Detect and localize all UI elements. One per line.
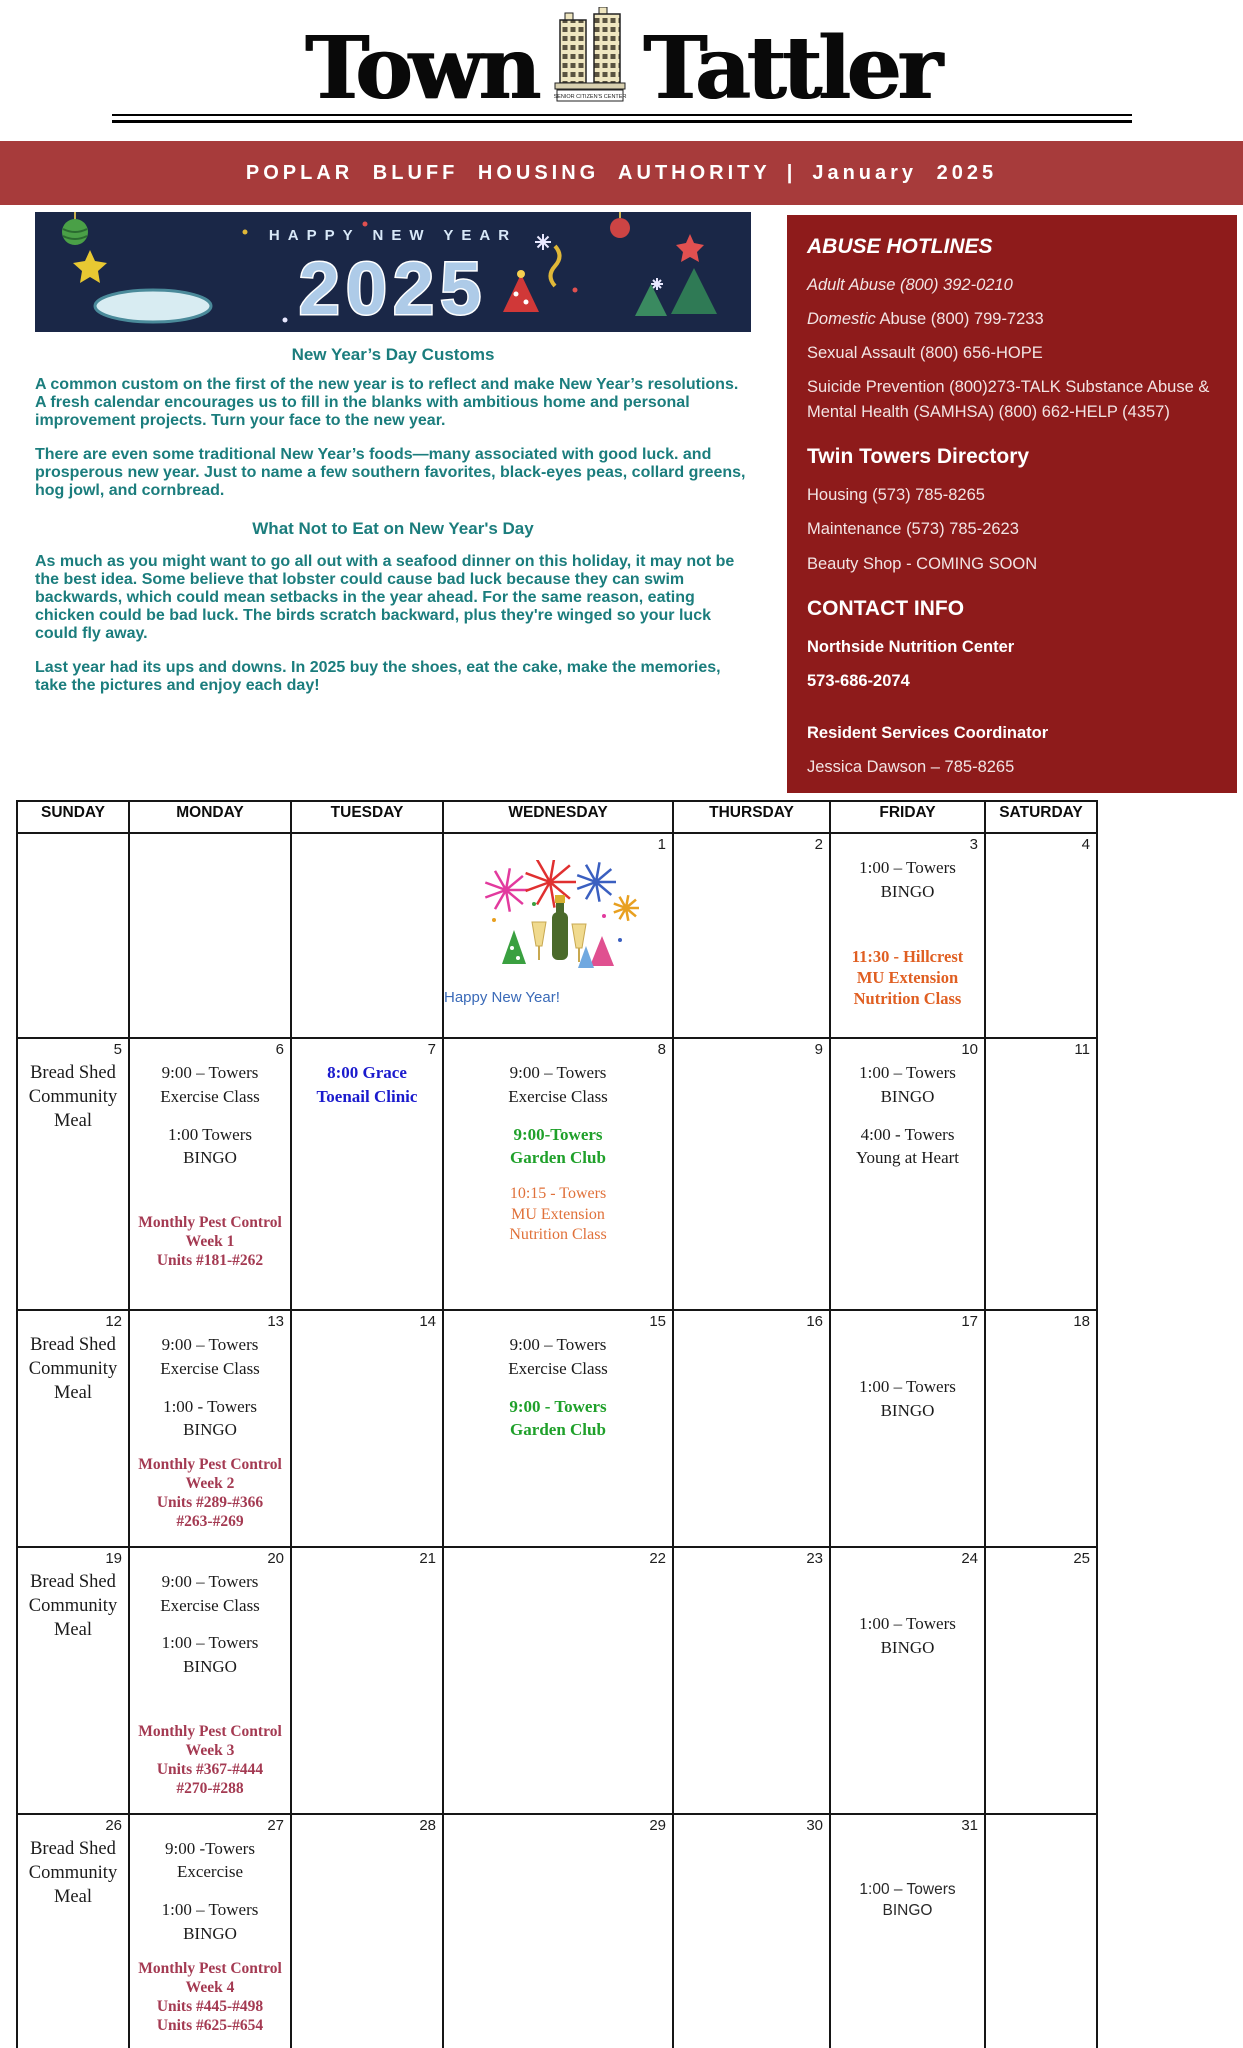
day-header-thursday: THURSDAY bbox=[673, 801, 830, 833]
date-number: 4 bbox=[1081, 836, 1090, 853]
calendar-event: 9:00 - Towers Garden Club bbox=[509, 1396, 607, 1440]
date-number: 6 bbox=[275, 1041, 284, 1058]
calendar-event: Bread Shed Community Meal bbox=[28, 1838, 118, 1907]
calendar-event: Bread Shed Community Meal bbox=[28, 1335, 118, 1404]
sidebar-line: Housing (573) 785-8265 bbox=[807, 486, 985, 505]
calendar-cell-21 bbox=[291, 1547, 443, 1814]
calendar-cell-24 bbox=[830, 1547, 985, 1814]
date-number: 20 bbox=[267, 1549, 284, 1567]
calendar-event: Monthly Pest Control Week 2 Units #289-#366 #263-#269 bbox=[138, 1456, 282, 1530]
calendar-cell-17 bbox=[830, 1310, 985, 1547]
calendar-event: 1:00 – Towers BINGO bbox=[859, 1063, 956, 1106]
sidebar-line: Resident Services Coordinator bbox=[807, 723, 1049, 742]
calendar-cell-3 bbox=[830, 833, 985, 1038]
date-number: 16 bbox=[806, 1313, 823, 1330]
day-header-wednesday: WEDNESDAY bbox=[443, 801, 673, 833]
calendar-event: 9:00 – Towers Exercise Class bbox=[160, 1335, 260, 1378]
calendar-cell-12 bbox=[17, 1310, 129, 1547]
article-column bbox=[35, 212, 751, 711]
sidebar-line: Sexual Assault (800) 656-HOPE bbox=[807, 344, 1043, 363]
calendar-cell-23 bbox=[673, 1547, 830, 1814]
date-number bbox=[292, 834, 442, 856]
calendar-event: 9:00 – Towers Exercise Class bbox=[508, 1335, 608, 1378]
calendar-cell-18 bbox=[985, 1310, 1097, 1547]
calendar-cell-26 bbox=[17, 1814, 129, 2048]
calendar-cell-5 bbox=[17, 1038, 129, 1310]
date-number: 24 bbox=[961, 1549, 978, 1567]
calendar-event: 9:00-Towers Garden Club bbox=[510, 1124, 606, 1168]
calendar-cell-empty bbox=[291, 833, 443, 1038]
sidebar-section-title: CONTACT INFO bbox=[807, 596, 965, 620]
hero-title-text: HAPPY NEW YEAR bbox=[268, 227, 518, 244]
date-number: 26 bbox=[105, 1816, 122, 1834]
sidebar-line: Maintenance (573) 785-2623 bbox=[807, 520, 1019, 539]
calendar-cell-19 bbox=[17, 1547, 129, 1814]
sidebar-line: 573-686-2074 bbox=[807, 671, 910, 690]
date-number: 28 bbox=[419, 1816, 436, 1834]
calendar-event: 1:00 Towers BINGO bbox=[168, 1124, 252, 1168]
calendar-event: 8:00 Grace Toenail Clinic bbox=[316, 1063, 418, 1106]
date-number: 9 bbox=[814, 1041, 823, 1058]
day-header-saturday: SATURDAY bbox=[985, 801, 1097, 833]
sidebar-line: Beauty Shop - COMING SOON bbox=[807, 554, 1038, 573]
date-number bbox=[986, 1815, 1096, 1837]
sidebar-line: Adult Abuse (800) 392-0210 bbox=[807, 276, 1013, 294]
calendar-event: 1:00 - Towers BINGO bbox=[163, 1396, 257, 1440]
calendar-event: 1:00 – Towers BINGO bbox=[161, 1633, 259, 1677]
masthead-logo bbox=[0, 6, 1243, 119]
calendar bbox=[16, 800, 1098, 2048]
day-header-sunday: SUNDAY bbox=[17, 801, 129, 833]
sidebar-section bbox=[807, 445, 1217, 576]
masthead bbox=[0, 6, 1243, 123]
calendar-cell-20 bbox=[129, 1547, 291, 1814]
calendar-event: 9:00 – Towers Exercise Class bbox=[160, 1571, 260, 1615]
date-number bbox=[18, 834, 128, 856]
date-number: 5 bbox=[113, 1041, 122, 1058]
calendar-event: 1:00 – Towers BINGO bbox=[161, 1900, 259, 1944]
date-number: 8 bbox=[657, 1041, 666, 1058]
day-header-friday: FRIDAY bbox=[830, 801, 985, 833]
date-number: 18 bbox=[1073, 1313, 1090, 1330]
calendar-event: 10:15 - Towers MU Extension Nutrition Class bbox=[509, 1185, 607, 1244]
date-number: 15 bbox=[649, 1313, 666, 1330]
sidebar-section bbox=[807, 235, 1217, 425]
calendar-cell-30 bbox=[673, 1814, 830, 2048]
date-number: 29 bbox=[649, 1816, 666, 1834]
sidebar-section-title: Twin Towers Directory bbox=[807, 445, 1030, 469]
article-paragraph: Last year had its ups and downs. In 2025 buy the shoes, eat the cake, make the memories, take the pictures and enjoy each day! bbox=[35, 658, 721, 694]
calendar-cell-27 bbox=[129, 1814, 291, 2048]
calendar-cell-25 bbox=[985, 1547, 1097, 1814]
sidebar-line: Suicide Prevention (800)273-TALK Substance Abuse & Mental Health (SAMHSA) (800) 662-HELP (4357) bbox=[807, 378, 1210, 422]
date-number: 1 bbox=[657, 836, 666, 853]
date-number: 25 bbox=[1073, 1549, 1090, 1567]
banner-issue-date: January 2025 bbox=[812, 161, 998, 184]
calendar-cell-empty bbox=[129, 833, 291, 1038]
date-number: 31 bbox=[961, 1816, 978, 1834]
calendar-event: 9:00 – Towers Exercise Class bbox=[160, 1063, 260, 1106]
calendar-event: 1:00 – Towers BINGO bbox=[859, 1880, 956, 1920]
sidebar-spacer bbox=[807, 703, 1217, 721]
date-number: 14 bbox=[419, 1313, 436, 1330]
article-subheading: What Not to Eat on New Year's Day bbox=[252, 519, 534, 539]
happy-new-year-hero-image bbox=[35, 212, 751, 332]
party-image bbox=[444, 856, 672, 987]
masthead-title-left: Town bbox=[304, 17, 537, 119]
calendar-cell-15 bbox=[443, 1310, 673, 1547]
calendar-cell-28 bbox=[291, 1814, 443, 2048]
date-number: 30 bbox=[806, 1816, 823, 1834]
sidebar-line: Northside Nutrition Center bbox=[807, 637, 1015, 656]
calendar-event: Monthly Pest Control Week 1 Units #181-#262 bbox=[138, 1214, 282, 1269]
date-number: 22 bbox=[649, 1549, 666, 1567]
sidebar-section bbox=[807, 597, 1217, 780]
article-paragraph: As much as you might want to go all out with a seafood dinner on this holiday, it may not be the best idea. Some believe that lobster could cause bad luck because they can swim backwards, which could mean setbacks in the year ahead. For the same reason, eating chicken could be bad luck. The birds scratch backward, plus they're winged so your luck could fly away. bbox=[35, 553, 735, 643]
masthead-rule bbox=[112, 114, 1132, 123]
date-number: 13 bbox=[267, 1313, 284, 1330]
masthead-title-right: Tattler bbox=[642, 17, 939, 119]
date-number: 2 bbox=[814, 836, 823, 853]
day-header-tuesday: TUESDAY bbox=[291, 801, 443, 833]
date-number: 19 bbox=[105, 1549, 122, 1567]
calendar-cell-2 bbox=[673, 833, 830, 1038]
date-number: 27 bbox=[267, 1816, 284, 1834]
calendar-event: 4:00 - Towers Young at Heart bbox=[855, 1124, 960, 1168]
sidebar-line: Domestic Abuse (800) 799-7233 bbox=[807, 310, 1044, 329]
sidebar-line: Jessica Dawson – 785-8265 bbox=[807, 757, 1015, 776]
calendar-event: Bread Shed Community Meal bbox=[28, 1063, 118, 1132]
calendar-event: Bread Shed Community Meal bbox=[28, 1571, 118, 1640]
date-number: 23 bbox=[806, 1549, 823, 1567]
banner-organization: POPLAR BLUFF HOUSING AUTHORITY bbox=[245, 161, 771, 184]
article-paragraph: There are even some traditional New Year’s foods—many associated with good luck. and prosperous new year. Just to name a few southern favorites, black-eyes peas, collard greens, hog jowl, and cornbread. bbox=[35, 445, 746, 499]
calendar-cell-11 bbox=[985, 1038, 1097, 1310]
date-number: 3 bbox=[969, 836, 978, 853]
calendar-cell-6 bbox=[129, 1038, 291, 1310]
calendar-event: 1:00 – Towers BINGO bbox=[859, 1613, 956, 1657]
issue-banner bbox=[0, 141, 1243, 205]
calendar-cell-29 bbox=[443, 1814, 673, 2048]
calendar-cell-7 bbox=[291, 1038, 443, 1310]
calendar-cell-31 bbox=[830, 1814, 985, 2048]
calendar-cell-8 bbox=[443, 1038, 673, 1310]
day-header-monday: MONDAY bbox=[129, 801, 291, 833]
date-number bbox=[130, 834, 290, 856]
calendar-cell-1 bbox=[443, 833, 673, 1038]
date-number: 12 bbox=[105, 1313, 122, 1330]
calendar-event: Monthly Pest Control Week 3 Units #367-#444 #270-#288 bbox=[138, 1723, 282, 1797]
calendar-cell-14 bbox=[291, 1310, 443, 1547]
sidebar-section-title: ABUSE HOTLINES bbox=[807, 235, 993, 258]
date-number: 11 bbox=[1074, 1041, 1090, 1058]
info-sidebar bbox=[787, 215, 1237, 793]
calendar-cell-empty bbox=[17, 833, 129, 1038]
hero-year-text: 2025 bbox=[298, 247, 488, 330]
calendar-event: 1:00 – Towers BINGO bbox=[859, 1377, 956, 1420]
calendar-event: 11:30 - Hillcrest MU Extension Nutrition Class bbox=[851, 946, 964, 1009]
calendar-cell-10 bbox=[830, 1038, 985, 1310]
article-paragraph: A common custom on the first of the new year is to reflect and make New Year’s resolutions. A fresh calendar encourages us to fill in the blanks with ambitious home and personal improvement projects. Turn your face to the new year. bbox=[35, 376, 739, 429]
article-heading: New Year’s Day Customs bbox=[291, 345, 495, 364]
calendar-cell-13 bbox=[129, 1310, 291, 1547]
calendar-event: Monthly Pest Control Week 4 Units #445-#498 Units #625-#654 bbox=[138, 1959, 282, 2034]
calendar-event: 1:00 – Towers BINGO bbox=[859, 858, 956, 901]
calendar-cell-4 bbox=[985, 833, 1097, 1038]
calendar-event: 9:00 -Towers Excercise bbox=[165, 1838, 255, 1882]
calendar-cell-9 bbox=[673, 1038, 830, 1310]
twin-towers-icon bbox=[553, 7, 627, 108]
date-number: 21 bbox=[419, 1549, 436, 1567]
calendar-table bbox=[16, 800, 1098, 2048]
calendar-cell-empty bbox=[985, 1814, 1097, 2048]
towers-sign-text: SENIOR CITIZEN'S CENTER bbox=[553, 94, 627, 100]
date-number: 7 bbox=[427, 1041, 436, 1058]
calendar-event: 9:00 – Towers Exercise Class bbox=[508, 1063, 608, 1106]
calendar-cell-16 bbox=[673, 1310, 830, 1547]
date-number: 17 bbox=[961, 1313, 978, 1330]
date-number: 10 bbox=[961, 1041, 978, 1058]
party-caption: Happy New Year! bbox=[444, 989, 560, 1006]
calendar-cell-22 bbox=[443, 1547, 673, 1814]
banner-separator: | bbox=[786, 161, 797, 184]
